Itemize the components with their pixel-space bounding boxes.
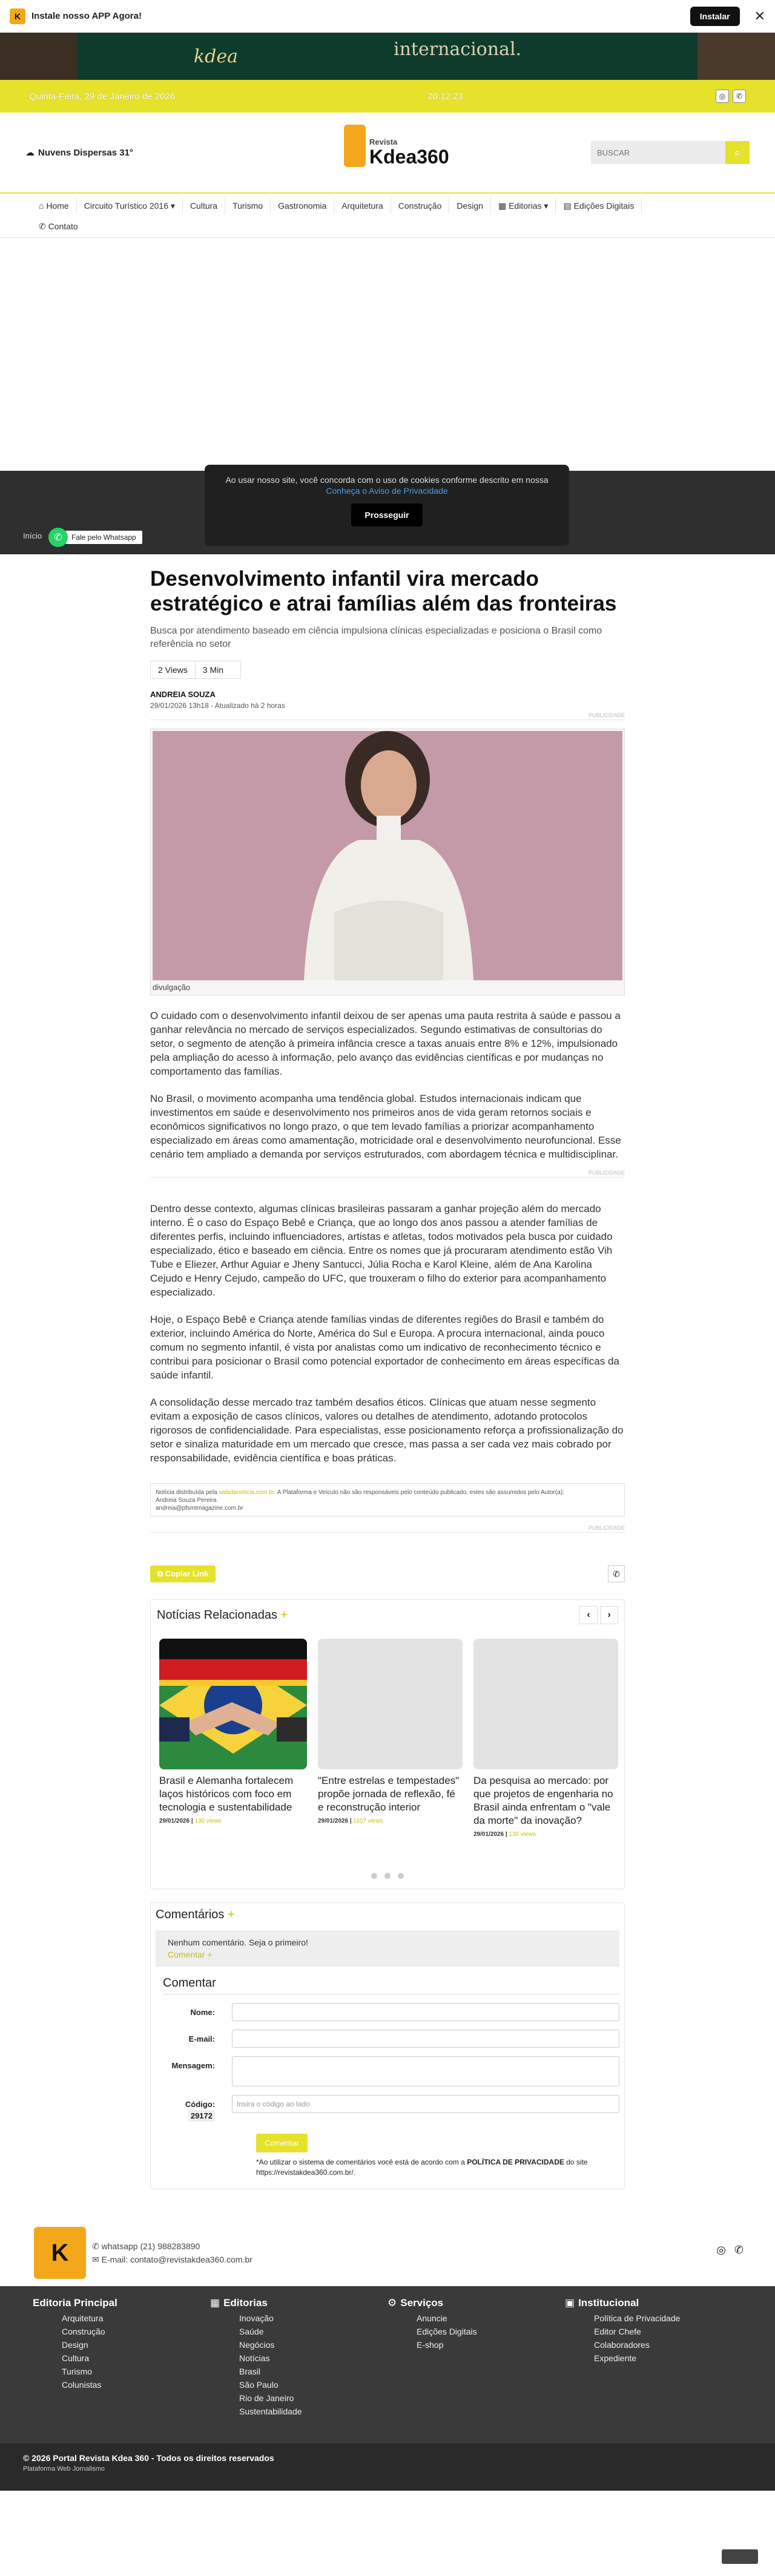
footer-col-editoria-principal — [33, 2297, 210, 2443]
footer-link[interactable]: Saúde — [239, 2327, 264, 2336]
grid-icon: ▦ — [210, 2297, 220, 2309]
article-image — [153, 731, 622, 980]
related-card[interactable] — [159, 1639, 307, 1838]
copyright: © 2026 Portal Revista Kdea 360 - Todos os direitos reservados — [23, 2453, 274, 2463]
publicidade-label: PUBLICIDADE — [150, 712, 625, 720]
footer-social — [716, 2244, 744, 2256]
article-body — [150, 1009, 625, 1465]
photo-caption: divulgação — [153, 983, 191, 992]
nav-gastronomia[interactable]: Gastronomia — [271, 197, 334, 214]
footer-link[interactable]: Negócios — [239, 2340, 275, 2350]
article-date: 29/01/2026 13h18 - Atualizado há 2 horas — [150, 701, 285, 710]
read-time: 3 Min — [202, 665, 224, 675]
nav-circuito[interactable]: Circuito Turístico 2016 ▾ — [77, 197, 183, 214]
no-comments-text: Nenhum comentário. Seja o primeiro! — [168, 1938, 308, 1947]
footer-link[interactable]: Brasil — [239, 2367, 261, 2376]
whatsapp-icon[interactable]: ✆ — [734, 2244, 744, 2256]
current-date: Quinta-Feira, 29 de Janeiro de 2026 — [29, 91, 175, 102]
main-nav — [0, 192, 775, 238]
footer-logo[interactable]: K — [34, 2227, 86, 2279]
page-title-bar — [0, 471, 775, 554]
footer-col-institucional — [565, 2297, 742, 2443]
footer-col-servicos — [388, 2297, 565, 2443]
carousel-dot[interactable] — [371, 1873, 377, 1879]
footer-link[interactable]: Turismo — [62, 2367, 93, 2376]
captcha-code: 29172 — [188, 2110, 215, 2122]
footer-link[interactable]: Anuncie — [417, 2313, 447, 2323]
comment-form-title: Comentar — [163, 1976, 619, 1994]
nav-turismo[interactable]: Turismo — [225, 197, 271, 214]
footer-link[interactable]: Cultura — [62, 2353, 90, 2363]
logo-small-text: Revista — [369, 137, 398, 146]
article-author: ANDREIA SOUZA — [150, 690, 216, 699]
footer-link[interactable]: Arquitetura — [62, 2313, 104, 2323]
footer-link[interactable]: São Paulo — [239, 2380, 279, 2390]
footer-link[interactable]: Inovação — [239, 2313, 274, 2323]
footer-col-editorias — [210, 2297, 388, 2443]
footer-link[interactable]: Expediente — [594, 2353, 637, 2363]
article-stats — [150, 661, 241, 679]
comments-heading: Comentários + — [156, 1908, 235, 1921]
install-button[interactable]: Instalar — [690, 7, 740, 26]
footer-whatsapp[interactable]: ✆ whatsapp (21) 988283890 — [92, 2241, 200, 2251]
copy-link-button[interactable]: ⧉ Copiar Link — [150, 1565, 216, 1582]
carousel-dot[interactable] — [398, 1873, 404, 1879]
carousel-dot[interactable] — [384, 1873, 391, 1879]
note-prefix: Notícia distribuída pela — [156, 1489, 217, 1496]
nav-editorias-label: Editorias — [509, 201, 542, 211]
code-label: Código: 29172 — [185, 2100, 215, 2120]
article-photo — [150, 729, 625, 995]
email-label: E-mail: — [188, 2034, 215, 2043]
logo-mark-icon — [344, 125, 366, 167]
nav-contato-label: Contato — [48, 221, 78, 231]
cookie-text: Ao usar nosso site, você concorda com o uso de cookies conforme descrito em nossa — [225, 475, 549, 485]
instagram-icon[interactable]: ◎ — [716, 90, 729, 103]
nav-contato[interactable]: ✆ Contato — [39, 221, 78, 231]
captcha-field[interactable]: Insira o código ao lado — [232, 2095, 619, 2113]
install-app-text: Instale nosso APP Agora! — [31, 11, 142, 21]
related-card-image — [473, 1639, 618, 1769]
publicidade-label: PUBLICIDADE — [150, 1170, 625, 1178]
distribution-note — [150, 1483, 625, 1516]
whatsapp-float-label: Fale pelo Whatsapp — [65, 531, 142, 544]
search-icon: ⌕ — [734, 146, 741, 159]
email-field[interactable] — [232, 2030, 619, 2048]
related-news — [150, 1599, 625, 1889]
gear-icon: ⚙ — [388, 2297, 397, 2309]
whatsapp-icon: ✆ — [613, 1568, 620, 1579]
nav-circuito-label: Circuito Turístico 2016 — [84, 201, 169, 211]
footer-link[interactable]: E-shop — [417, 2340, 444, 2350]
whatsapp-float-icon: ✆ — [48, 528, 68, 547]
whatsapp-float[interactable] — [48, 528, 142, 547]
privacy-link[interactable]: Conheça o Aviso de Privacidade — [326, 486, 448, 496]
article-subtitle: Busca por atendimento baseado em ciência impulsiona clínicas especializadas e posiciona o Brasil como referência no setor — [150, 626, 602, 649]
article-title: Desenvolvimento infantil vira mercado estratégico e atrai famílias além das fronteiras — [150, 567, 617, 615]
message-label: Mensagem: — [171, 2061, 215, 2070]
note-author: Andreia Souza Pereira — [156, 1497, 217, 1504]
article-paragraph: No Brasil, o movimento acompanha uma tendência global. Estudos internacionais indicam que investimentos em saúde e desenvolvimento nos primeiros anos de vida geram retornos sociais e econômicos significativos no longo prazo, o que tem levado famílias a priorizar acompanhamento especializado em áreas como amamentação, motricidade oral e desenvolvimento neurofuncional. Esse cenário tem ampliado a demanda por serviços estruturados, com abordagem técnica e multidisciplinar. — [150, 1093, 621, 1160]
carousel-dots — [157, 1873, 618, 1879]
comment-form — [156, 1976, 619, 2178]
search-form — [591, 141, 750, 164]
platform-credit[interactable]: Plataforma Web Jornalismo — [23, 2465, 105, 2473]
site-header — [0, 113, 775, 192]
carousel-prev-button[interactable]: ‹ — [579, 1606, 598, 1624]
article — [150, 566, 625, 2189]
article-paragraph: Dentro desse contexto, algumas clínicas brasileiras passaram a ganhar projeção além do mercado interno. É o caso do Espaço Bebê e Criança, que ao longo dos anos passou a atender famílias de diferentes perfis, incluindo influenciadores, artistas e atletas, todos motivados pela busca por cuidado especializado, ético e baseado em ciência. Entre os nomes que já procuraram atendimento estão Vih Tube e Eliezer, Arthur Aguiar e Jheny Santucci, Júlia Rocha e Karol Kleine, além de Ana Karolina Cejudo e Henry Cejudo, campeão do UFC, que trouxeram o filho do exterior para acompanhamento especializado. — [150, 1203, 613, 1298]
share-whatsapp-button[interactable] — [608, 1565, 625, 1582]
nav-editorias[interactable]: ▦ Editorias ▾ — [491, 197, 556, 214]
building-icon: ▣ — [565, 2297, 575, 2309]
related-card-meta: 29/01/2026 | 130 views — [473, 1831, 536, 1838]
article-paragraph: A consolidação desse mercado traz também desafios éticos. Clínicas que atuam nesse segmento evitam a exposição de casos clínicos, valores ou detalhes de atendimento, adotando protocolos rigorosos de confidencialidade. Para especialistas, esse posicionamento reforça a profissionalização do setor e sinaliza maturidade em um mercado que cresce, mas passa a ser cada vez mais cobrado por responsabilidade, evidência científica e boas práticas. — [150, 1397, 624, 1464]
name-field[interactable] — [232, 2003, 619, 2021]
nav-home-label: Home — [46, 201, 69, 211]
search-input[interactable] — [591, 141, 725, 164]
footer-email[interactable]: ✉ E-mail: contato@revistakdea360.com.br — [92, 2255, 252, 2264]
ad-space — [0, 238, 775, 471]
weather-text: Nuvens Dispersas 31° — [38, 147, 133, 158]
note-link[interactable]: saladanoticia.com.br — [219, 1489, 274, 1496]
related-card-title: Brasil e Alemanha fortalecem laços históricos com foco em tecnologia e sustentabilidade — [159, 1775, 294, 1813]
banner-left-text: kdea — [194, 46, 239, 67]
footer-link[interactable]: Colunistas — [62, 2380, 102, 2390]
footer-link[interactable]: Sustentabilidade — [239, 2407, 302, 2416]
related-card-title: "Entre estrelas e tempestades" propõe jornada de reflexão, fé e reconstrução interior — [318, 1775, 460, 1813]
carousel-next-button[interactable]: › — [600, 1606, 618, 1624]
date-bar — [0, 80, 775, 113]
footer-col-title: ⚙ Serviços — [388, 2297, 444, 2309]
top-ad-banner[interactable] — [0, 33, 775, 80]
article-paragraph: Hoje, o Espaço Bebê e Criança atende famílias vindas de diferentes regiões do Brasil e também do exterior, incluindo América do Norte, América do Sul e Europa. A procura internacional, ainda pouco comum no segmento infantil, é vista por analistas como um indicativo de reconhecimento técnico e contribui para posicionar o Brasil como potencial exportador de conhecimento em áreas específicas da saúde infantil. — [150, 1314, 619, 1381]
nav-cultura[interactable]: Cultura — [183, 197, 225, 214]
whatsapp-icon[interactable]: ✆ — [733, 90, 746, 103]
article-paragraph: O cuidado com o desenvolvimento infantil deixou de ser apenas uma pauta restrita à saúde e passou a ganhar relevância no mercado de serviços especializados. Segundo estimativas de consultorias do setor, o segmento de atenção à primeira infância cresce a taxas anuais entre 8% e 12%, impulsionado pela ampliação do acesso à informação, pelo avanço das evidências científicas e por mudanças no comportamento das famílias. — [150, 1010, 621, 1077]
footer-columns — [0, 2286, 775, 2443]
cloud-icon: ☁ — [25, 148, 35, 158]
related-card-image — [159, 1639, 307, 1769]
related-card-meta: 29/01/2026 | 1107 views — [318, 1818, 383, 1824]
share-row — [150, 1565, 625, 1582]
banner-right-text: internacional. — [394, 39, 522, 60]
footer-col-title: Editoria Principal — [33, 2297, 117, 2309]
related-heading: Notícias Relacionadas + — [157, 1608, 288, 1622]
name-label: Nome: — [190, 2008, 215, 2017]
weather-widget — [25, 147, 133, 158]
footer-link[interactable]: Notícias — [239, 2353, 270, 2363]
close-icon[interactable]: ✕ — [754, 8, 765, 24]
related-cards — [157, 1639, 618, 1838]
cookie-accept-button[interactable]: Prosseguir — [351, 503, 422, 526]
nav-edicoes-label: Edições Digitais — [573, 201, 635, 211]
comment-policy: *Ao utilizar o sistema de comentários você está de acordo com a POLÍTICA DE PRIVACIDADE do site https://revistakdea360.com.br/. — [256, 2158, 588, 2177]
message-field[interactable] — [232, 2056, 619, 2086]
views-count: 2 Views — [151, 661, 196, 678]
current-time: 20:12:23 — [427, 91, 463, 102]
footer-col-title: ▣ Institucional — [565, 2297, 639, 2309]
site-logo[interactable] — [344, 125, 449, 167]
nav-arquitetura[interactable]: Arquitetura — [334, 197, 391, 214]
social-links — [716, 90, 746, 103]
search-button[interactable] — [725, 141, 750, 164]
footer-link[interactable]: Design — [62, 2340, 88, 2350]
footer-link[interactable]: Edições Digitais — [417, 2327, 477, 2336]
submit-comment-button[interactable]: Comentar — [256, 2134, 308, 2152]
footer-col-title: ▦ Editorias — [210, 2297, 268, 2309]
footer-link[interactable]: Rio de Janeiro — [239, 2393, 294, 2403]
no-comments-box — [156, 1930, 619, 1967]
install-app-bar — [0, 0, 775, 33]
footer-contact — [0, 2220, 775, 2286]
related-card[interactable] — [473, 1639, 618, 1838]
footer-link[interactable]: Política de Privacidade — [594, 2313, 681, 2323]
related-card-meta: 29/01/2026 | 130 views — [159, 1818, 222, 1824]
back-to-top-button[interactable] — [722, 2549, 758, 2564]
logo-name: Kdea360 — [369, 146, 449, 168]
footer-link[interactable]: Editor Chefe — [594, 2327, 641, 2336]
nav-design[interactable]: Design — [449, 197, 491, 214]
related-card-image — [318, 1639, 463, 1769]
comment-toggle-link[interactable]: Comentar + — [168, 1950, 213, 1959]
comments-section — [150, 1903, 625, 2189]
nav-home[interactable]: ⌂ Home — [31, 197, 77, 214]
note-suffix: . A Plataforma e Veículo não são responsáveis pelo conteúdo publicado, estes são assumidos pelo Autor(a): — [274, 1489, 564, 1496]
nav-edicoes-digitais[interactable]: ▤ Edições Digitais — [556, 197, 642, 214]
footer-link[interactable]: Colaboradores — [594, 2340, 650, 2350]
instagram-icon[interactable]: ◎ — [716, 2244, 726, 2256]
footer-link[interactable]: Construção — [62, 2327, 105, 2336]
publicidade-label: PUBLICIDADE — [150, 1525, 625, 1533]
note-email: andreia@pfsmtmagazine.com.br — [156, 1505, 243, 1512]
cookie-banner — [205, 465, 569, 546]
nav-construcao[interactable]: Construção — [391, 197, 450, 214]
breadcrumb[interactable] — [23, 531, 42, 540]
copy-link-label: Copiar Link — [165, 1569, 209, 1578]
related-card[interactable] — [318, 1639, 463, 1838]
app-logo-icon: K — [10, 8, 25, 24]
footer-bottom — [0, 2443, 775, 2491]
related-card-title: Da pesquisa ao mercado: por que projetos de engenharia no Brasil ainda enfrentam o "vale da morte" da inovação? — [473, 1775, 613, 1826]
breadcrumb-home[interactable]: Início — [23, 531, 42, 540]
